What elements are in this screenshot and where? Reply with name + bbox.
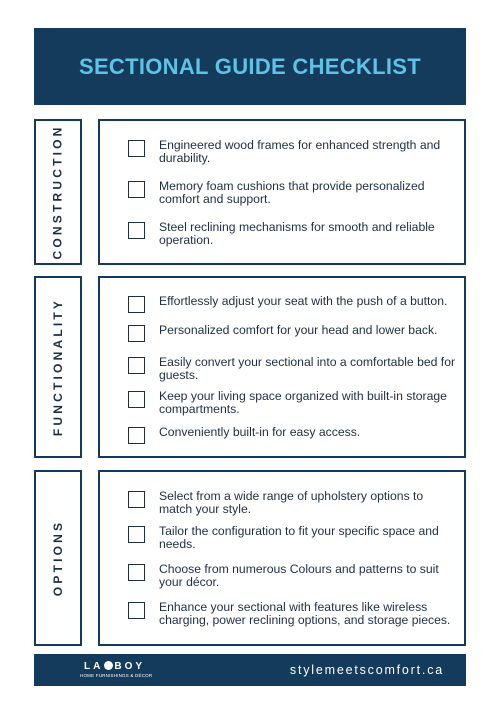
checkbox[interactable] <box>128 325 145 342</box>
logo-mark-icon <box>104 661 113 670</box>
logo-wordmark <box>84 661 145 672</box>
section-tab-functionality <box>34 276 82 458</box>
checkbox[interactable] <box>128 140 145 157</box>
item-text: Conveniently built-in for easy access. <box>159 425 361 439</box>
checkbox[interactable] <box>128 526 145 543</box>
section-label: FUNCTIONALITY <box>51 297 66 437</box>
item-text: Select from a wide range of upholstery options to match your style. <box>159 489 424 516</box>
checklist-item[interactable] <box>128 390 456 415</box>
checkbox[interactable] <box>128 357 145 374</box>
checklist-item[interactable] <box>128 601 456 626</box>
checkbox[interactable] <box>128 427 145 444</box>
checklist-item[interactable] <box>128 356 456 381</box>
checklist-item[interactable] <box>128 139 456 164</box>
item-text: Enhance your sectional with features like wireless charging, power reclining options, and storage pieces. <box>159 600 451 627</box>
item-text: Tailor the configuration to fit your specific space and needs. <box>159 524 439 551</box>
checkbox[interactable] <box>128 391 145 408</box>
item-text: Keep your living space organized with built-in storage compartments. <box>159 389 447 416</box>
logo-tagline: HOME FURNISHINGS & DÉCOR <box>80 673 153 678</box>
item-text: Steel reclining mechanisms for smooth and reliable operation. <box>159 220 435 247</box>
checklist-item[interactable] <box>128 563 456 588</box>
item-text: Effortlessly adjust your seat with the push of a button. <box>159 294 448 308</box>
item-text: Engineered wood frames for enhanced strength and durability. <box>159 138 441 165</box>
section-tab-options <box>34 470 82 646</box>
checklist-item[interactable] <box>128 295 456 313</box>
footer-bar <box>34 654 466 686</box>
checkbox[interactable] <box>128 602 145 619</box>
checkbox[interactable] <box>128 222 145 239</box>
website-link[interactable]: stylemeetscomfort.ca <box>289 663 444 677</box>
section-functionality <box>98 276 466 458</box>
checklist-item[interactable] <box>128 490 456 515</box>
header-banner <box>34 28 466 105</box>
brand-logo <box>80 661 153 679</box>
section-construction <box>98 119 466 265</box>
checklist-item[interactable] <box>128 221 456 246</box>
checkbox[interactable] <box>128 491 145 508</box>
checkbox[interactable] <box>128 181 145 198</box>
checklist-item[interactable] <box>128 525 456 550</box>
section-options <box>98 470 466 646</box>
logo-text-left: LA <box>84 661 104 672</box>
section-label: CONSTRUCTION <box>51 124 65 260</box>
section-label: OPTIONS <box>51 519 65 597</box>
page-title: SECTIONAL GUIDE CHECKLIST <box>78 53 421 79</box>
checklist-item[interactable] <box>128 180 456 205</box>
item-text: Personalized comfort for your head and lower back. <box>159 323 438 337</box>
item-text: Easily convert your sectional into a comfortable bed for guests. <box>159 355 456 382</box>
checkbox[interactable] <box>128 564 145 581</box>
checklist-item[interactable] <box>128 426 456 444</box>
logo-text-right: BOY <box>114 661 146 672</box>
checklist-item[interactable] <box>128 324 456 342</box>
item-text: Memory foam cushions that provide personalized comfort and support. <box>159 179 425 206</box>
section-tab-construction <box>34 119 82 265</box>
checkbox[interactable] <box>128 296 145 313</box>
item-text: Choose from numerous Colours and patterns to suit your décor. <box>159 562 439 589</box>
